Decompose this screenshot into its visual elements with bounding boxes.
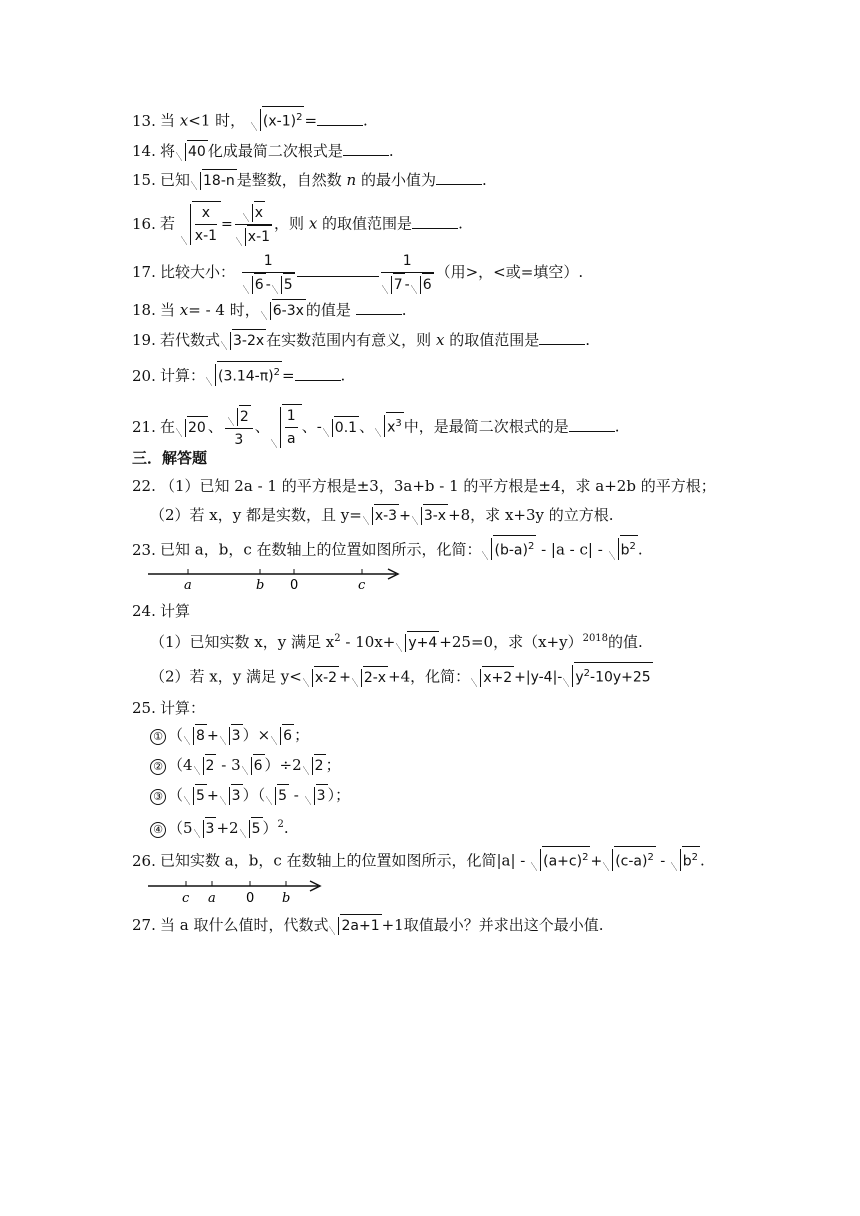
question-23: 23. 已知 a，b，c 在数轴上的位置如图所示，化简： $(b-a)^2 - |a - c| - b^2$ . — [132, 535, 643, 562]
question-number: 27. — [132, 916, 156, 934]
tick-label-b: b — [282, 891, 291, 906]
sqrt-expression: 3-2x — [221, 329, 266, 352]
question-number: 18. — [132, 301, 156, 319]
question-13: 13. 当 x<1 时， $(x-1)^2$ = . — [132, 106, 368, 133]
question-22-part-1: 22. （1）已知 2a - 1 的平方根是±3，3a+b - 1 的平方根是±4，求 a+2b 的平方根； — [132, 477, 716, 495]
sqrt-expression: 40 — [176, 140, 208, 163]
question-number: 22. — [132, 477, 156, 495]
question-16: 16. 若 $\frac{x}{x-1}$ = $\frac{x}{x-1}$ ，则 x 的取值范围是 . — [132, 201, 463, 248]
sqrt-expression: $(x-1)^2$ — [251, 106, 305, 133]
question-26: 26. 已知实数 a，b，c 在数轴上的位置如图所示，化简$|a| - (a+c)^2 + (c-a)^2 - b^2$ . — [132, 846, 705, 873]
question-20: 20. 计算： $(3.14-\pi)^2$ = . — [132, 361, 345, 388]
question-27: 27. 当 a 取什么值时，代数式 2a+1 +1取值最小？并求出这个最小值. — [132, 914, 604, 937]
question-24-part-2: （2）若 x，y 满足 y< x-2 + 2-x +4，化简： x+2 +|y-4|- $y^2-10y+25$ — [150, 662, 653, 689]
answer-blank[interactable] — [343, 141, 389, 156]
question-24-part-1: （1）已知实数 x，y 满足 $x^2 - 10x+ y+4 +25=0$，求$(x+y)^{2018}$的值. — [150, 628, 643, 654]
section-heading: 三．解答题 — [132, 449, 208, 467]
question-number: 25. — [132, 699, 156, 717]
question-25-title: 25. 计算： — [132, 699, 206, 717]
question-24-title: 24. 计算 — [132, 602, 191, 620]
question-number: 13. — [132, 111, 156, 130]
question-25-item-3: ③ （ 5 + 3 ）（ 5 - 3 ）； — [150, 784, 350, 807]
question-15: 15. 已知 18-n 是整数，自然数 n 的最小值为 . — [132, 169, 487, 192]
question-number: 24. — [132, 602, 156, 620]
tick-label-c: c — [182, 891, 190, 906]
number-line-1 — [148, 564, 404, 592]
question-21: 21. 在 20 、 $\frac{2}{3}$ 、 $\frac{1}{a}$ 、- 0.1 、 $x^3$ 中，是最简二次根式的是 . — [132, 404, 620, 451]
fraction-of-roots: $\frac{x}{x-1}$ — [235, 201, 272, 248]
sqrt-expression: $(3.14-\pi)^2$ — [206, 361, 282, 388]
question-number: 19. — [132, 331, 156, 349]
sqrt-expression: 6-3x — [261, 299, 306, 322]
question-22-part-2: （2）若 x，y 都是实数，且 y= x-3 + 3-x +8，求 x+3y 的立方根. — [150, 504, 614, 527]
question-14: 14. 将 40 化成最简二次根式是 . — [132, 140, 394, 163]
tick-label-0: 0 — [246, 891, 255, 906]
question-25-item-2: ② （4 2 - 3 6 ）÷2 2 ； — [150, 754, 341, 777]
number-line-2 — [148, 876, 324, 906]
question-number: 26. — [132, 851, 156, 870]
answer-blank[interactable] — [539, 330, 585, 345]
tick-label-a: a — [184, 578, 192, 592]
question-18: 18. 当 x= - 4 时， 6-3x 的值是 . — [132, 299, 406, 322]
question-number: 17. — [132, 263, 156, 281]
answer-blank[interactable] — [295, 366, 341, 381]
tick-label-c: c — [358, 578, 366, 592]
question-number: 14. — [132, 142, 156, 160]
tick-label-a: a — [208, 891, 216, 906]
tick-label-0: 0 — [290, 578, 299, 592]
question-17: 17. 比较大小： $\frac{1}{6 - 5}$ $\frac{1}{7 - 6}$ （用>，<或=填空）. — [132, 250, 583, 296]
fraction-left: $\frac{1}{6 - 5}$ — [242, 250, 295, 296]
answer-blank[interactable] — [412, 214, 458, 229]
sqrt-expression: 18-n — [191, 169, 237, 192]
answer-blank[interactable] — [317, 111, 363, 126]
question-number: 20. — [132, 366, 156, 385]
question-number: 16. — [132, 214, 156, 233]
fraction-right: $\frac{1}{7 - 6}$ — [381, 250, 434, 296]
answer-blank[interactable] — [436, 170, 482, 185]
answer-blank[interactable] — [297, 262, 379, 277]
question-25-item-1: ① （ 8 + 3 ）× 6 ； — [150, 724, 309, 747]
answer-blank[interactable] — [569, 417, 615, 432]
question-number: 21. — [132, 417, 156, 436]
tick-label-b: b — [256, 578, 265, 592]
question-25-item-4: ④ （5 3 +2 5 ）$^2$. — [150, 814, 289, 840]
question-number: 15. — [132, 171, 156, 189]
answer-blank[interactable] — [356, 300, 402, 315]
sqrt-fraction: $\frac{x}{x-1}$ — [181, 201, 221, 247]
question-19: 19. 若代数式 3-2x 在实数范围内有意义，则 x 的取值范围是 . — [132, 329, 590, 352]
question-number: 23. — [132, 540, 156, 559]
